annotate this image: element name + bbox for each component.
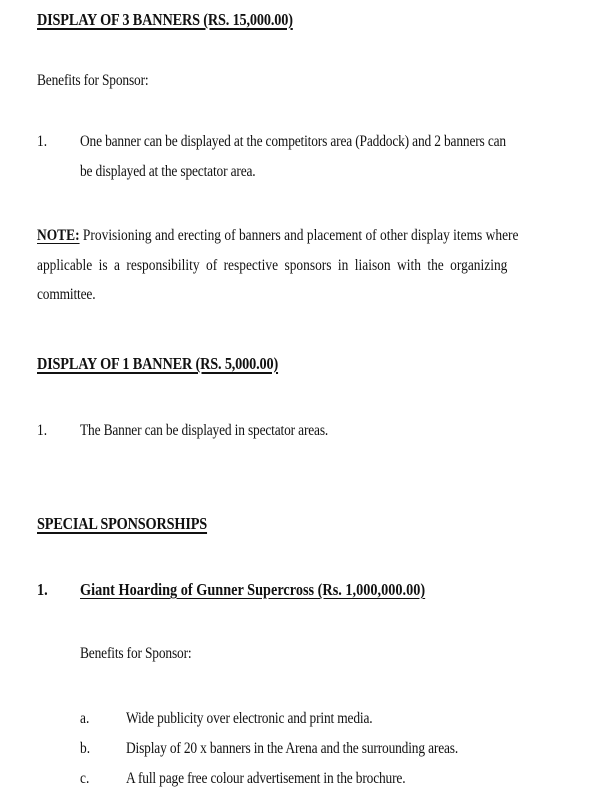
- note-paragraph-line: [37, 227, 519, 245]
- list-item-text-line: One banner can be displayed at the competitors area (Paddock) and 2 banners can: [80, 133, 506, 150]
- list-item-text: The Banner can be displayed in spectator areas.: [80, 422, 329, 439]
- note-paragraph-line: applicable is a responsibility of respective sponsors in liaison with the organizing: [37, 257, 508, 274]
- note-paragraph-line: committee.: [37, 286, 96, 303]
- list-item-text-line: be displayed at the spectator area.: [80, 163, 256, 180]
- list-number: 1.: [37, 133, 48, 150]
- benefit-letter: b.: [80, 740, 91, 757]
- list-number: 1.: [37, 422, 48, 439]
- benefit-letter: c.: [80, 770, 90, 787]
- sponsorship-title: Giant Hoarding of Gunner Supercross (Rs. 1,000,000.00): [80, 580, 426, 599]
- benefits-label: Benefits for Sponsor:: [80, 645, 192, 662]
- benefits-label: Benefits for Sponsor:: [37, 72, 149, 89]
- list-number: 1.: [37, 580, 48, 599]
- section-heading-1-banner: DISPLAY OF 1 BANNER (RS. 5,000.00): [37, 354, 279, 373]
- benefit-letter: a.: [80, 710, 90, 727]
- section-heading-3-banners: DISPLAY OF 3 BANNERS (RS. 15,000.00): [37, 10, 293, 29]
- benefit-text: Display of 20 x banners in the Arena and the surrounding areas.: [126, 740, 459, 757]
- section-heading-special-sponsorships: SPECIAL SPONSORSHIPS: [37, 514, 208, 533]
- benefit-text: Wide publicity over electronic and print media.: [126, 710, 373, 727]
- note-label: NOTE:: [37, 227, 80, 244]
- note-text: Provisioning and erecting of banners and placement of other display items where: [79, 227, 519, 244]
- benefit-text: A full page free colour advertisement in the brochure.: [126, 770, 406, 787]
